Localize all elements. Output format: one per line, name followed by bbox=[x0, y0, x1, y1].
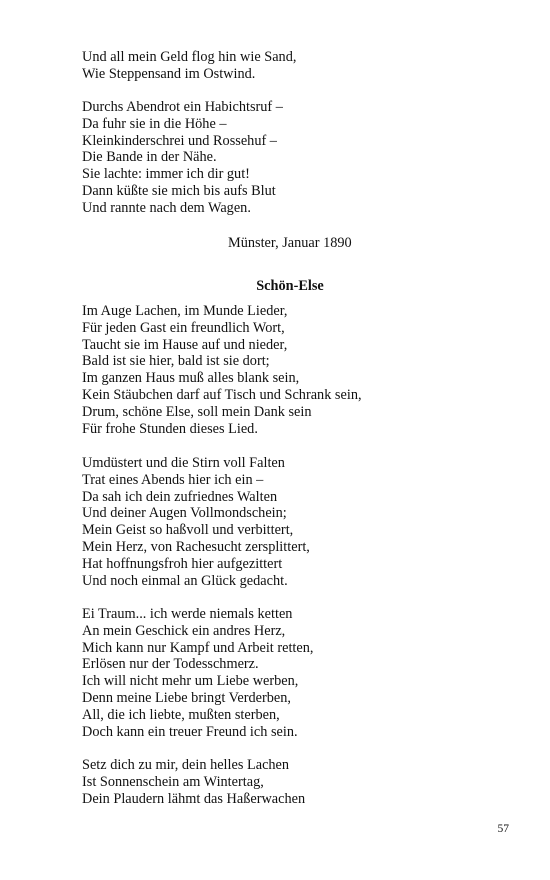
verse-line: Mein Geist so haßvoll und verbittert, bbox=[82, 522, 294, 539]
verse-line: Ist Sonnenschein am Wintertag, bbox=[82, 773, 264, 790]
stanza bbox=[82, 455, 310, 589]
verse-line: Bald ist sie hier, bald ist sie dort; bbox=[82, 353, 270, 370]
verse-line: Drum, schöne Else, soll mein Dank sein bbox=[82, 403, 312, 420]
verse-line: Und noch einmal an Glück gedacht. bbox=[82, 572, 288, 589]
verse-line: Im Auge Lachen, im Munde Lieder, bbox=[82, 303, 288, 319]
verse-line: Wie Steppensand im Ostwind. bbox=[82, 65, 256, 82]
verse-line: Da fuhr sie in die Höhe – bbox=[82, 115, 227, 132]
verse-line: Hat hoffnungsfroh hier aufgezittert bbox=[82, 555, 283, 572]
verse-line: Sie lachte: immer ich dir gut! bbox=[82, 166, 250, 183]
dateline: Münster, Januar 1890 bbox=[228, 235, 352, 251]
verse-line: Kleinkinderschrei und Rossehuf – bbox=[82, 132, 277, 149]
stanza bbox=[82, 49, 296, 83]
stanza bbox=[82, 606, 313, 740]
page-number: 57 bbox=[497, 823, 509, 835]
verse-line: Ei Traum... ich werde niemals ketten bbox=[82, 606, 293, 622]
verse-line: Mein Herz, von Rachesucht zersplittert, bbox=[82, 538, 310, 555]
verse-line: Für jeden Gast ein freundlich Wort, bbox=[82, 319, 285, 336]
verse-line: Denn meine Liebe bringt Verderben, bbox=[82, 689, 291, 706]
verse-line: Dein Plaudern lähmt das Haßerwachen bbox=[82, 790, 306, 807]
verse-line: Dann küßte sie mich bis aufs Blut bbox=[82, 182, 276, 199]
verse-line: Ich will nicht mehr um Liebe werben, bbox=[82, 673, 299, 690]
verse-line: Für frohe Stunden dieses Lied. bbox=[82, 420, 258, 437]
verse-line: Kein Stäubchen darf auf Tisch und Schrank sein, bbox=[82, 386, 362, 403]
stanza bbox=[82, 99, 283, 217]
verse-line: An mein Geschick ein andres Herz, bbox=[82, 622, 286, 639]
verse-line: Doch kann ein treuer Freund ich sein. bbox=[82, 723, 298, 740]
verse-line: Taucht sie im Hause auf und nieder, bbox=[82, 336, 288, 353]
stanza bbox=[82, 303, 362, 437]
verse-line: Erlösen nur der Todesschmerz. bbox=[82, 656, 259, 673]
verse-line: Da sah ich dein zufriednes Walten bbox=[82, 488, 278, 505]
verse-line: All, die ich liebte, mußten sterben, bbox=[82, 706, 280, 723]
verse-line: Trat eines Abends hier ich ein – bbox=[82, 471, 264, 488]
verse-line: Und all mein Geld flog hin wie Sand, bbox=[82, 49, 297, 65]
verse-line: Im ganzen Haus muß alles blank sein, bbox=[82, 370, 300, 387]
stanza bbox=[82, 757, 305, 807]
verse-line: Und rannte nach dem Wagen. bbox=[82, 199, 251, 216]
verse-line: Mich kann nur Kampf und Arbeit retten, bbox=[82, 639, 314, 656]
poem-title: Schön-Else bbox=[256, 278, 324, 294]
verse-line: Und deiner Augen Vollmondschein; bbox=[82, 505, 287, 522]
verse-line: Durchs Abendrot ein Habichtsruf – bbox=[82, 99, 283, 115]
verse-line: Umdüstert und die Stirn voll Falten bbox=[82, 455, 285, 471]
verse-line: Setz dich zu mir, dein helles Lachen bbox=[82, 757, 290, 773]
verse-line: Die Bande in der Nähe. bbox=[82, 149, 217, 166]
